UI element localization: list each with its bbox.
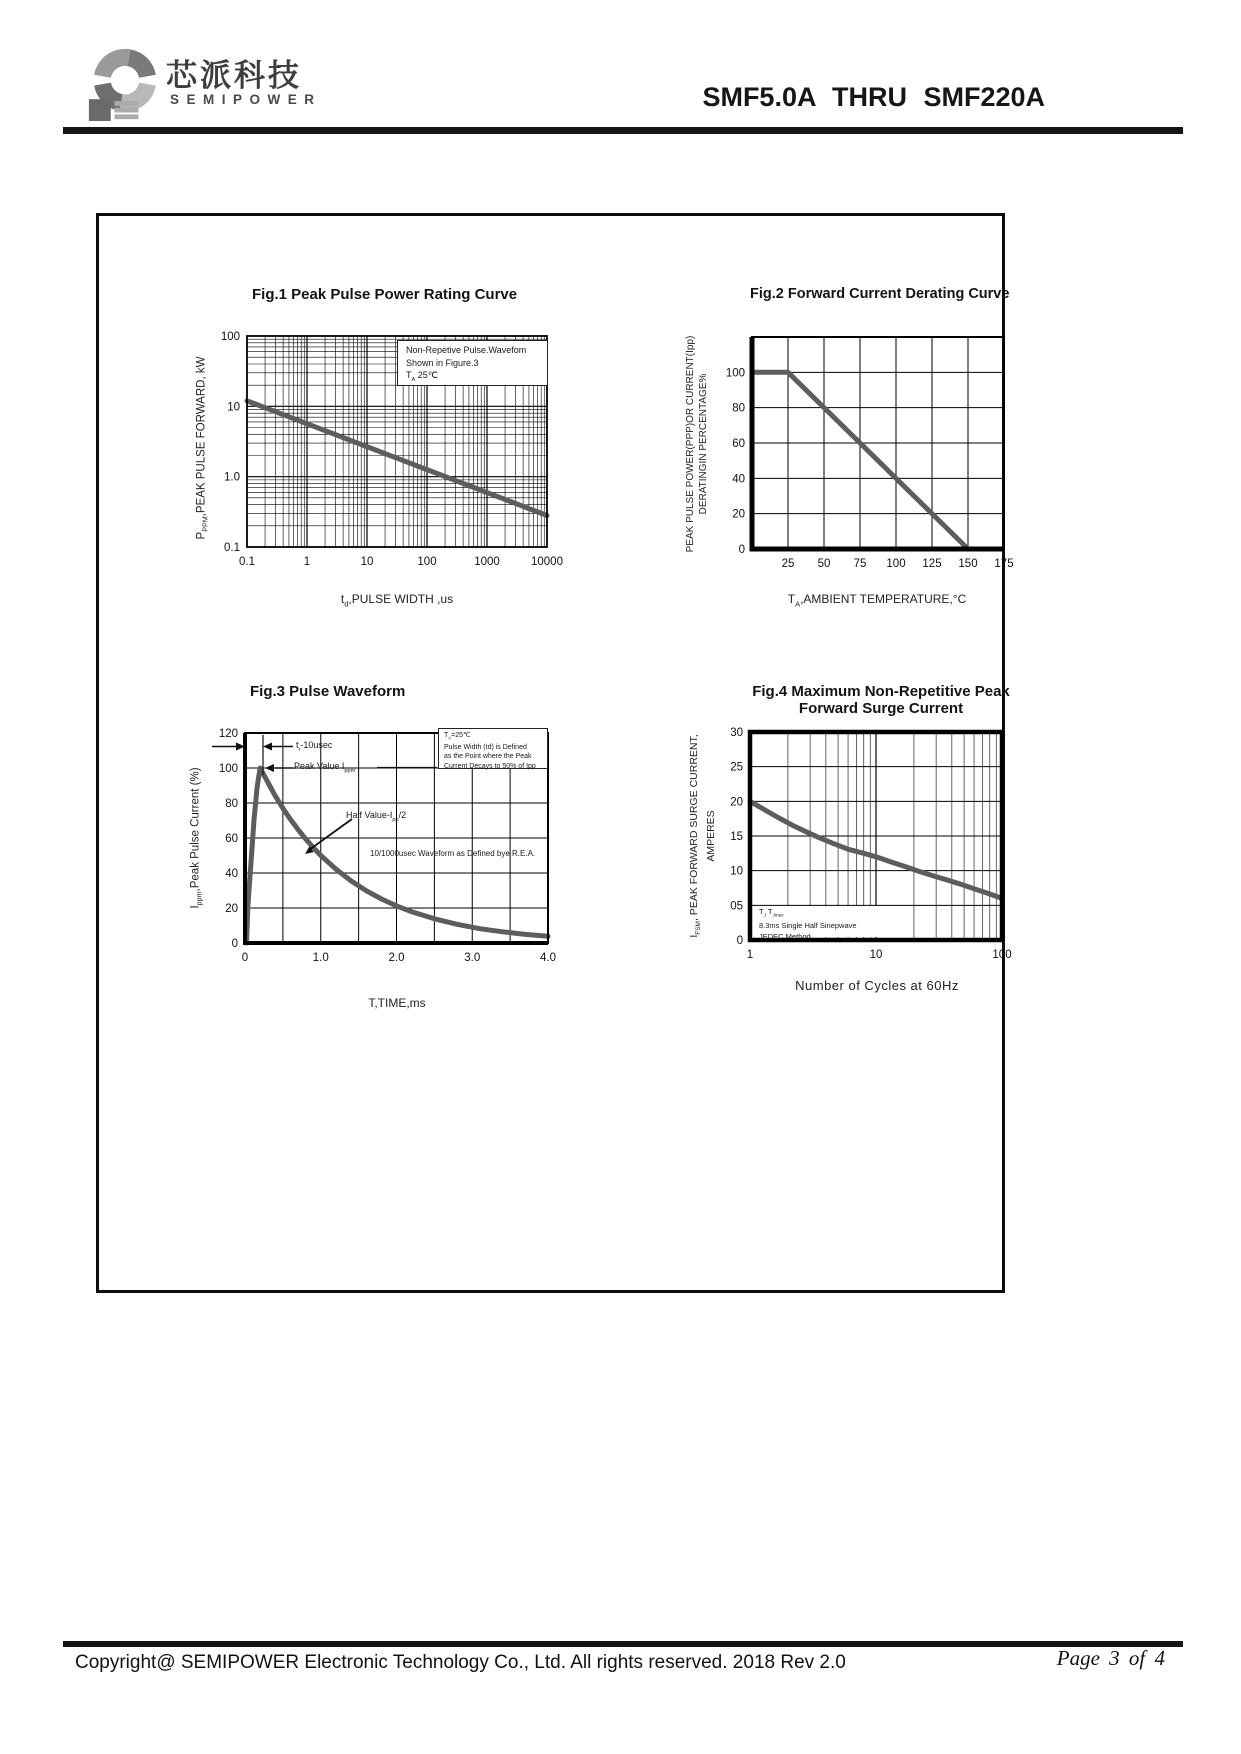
fig1-note bbox=[397, 340, 548, 386]
fig3-waveform-annotation: 10/1000usec Waveform as Defined bye R.E.A. bbox=[370, 849, 536, 858]
y-tick-label: 1.0 bbox=[224, 471, 240, 484]
x-tick-label: 10 bbox=[360, 556, 374, 568]
x-tick-label: 75 bbox=[853, 558, 867, 570]
fig4-title-line2: Forward Surge Current bbox=[798, 700, 964, 717]
fig3-y-axis-label: $I_{ppm},Peak$ Pulse Current (%) bbox=[189, 767, 204, 909]
fig3-note-line3: as the Point where the Peak bbox=[444, 753, 532, 761]
fig4-y-axis-label bbox=[688, 734, 718, 937]
fig4-title bbox=[750, 683, 1012, 717]
footer-rule bbox=[63, 1641, 1183, 1647]
x-tick-label: 100 bbox=[886, 558, 906, 570]
x-tick-label: 0.1 bbox=[239, 556, 255, 568]
y-tick-label: 0 bbox=[738, 544, 745, 556]
x-tick-label: 1 bbox=[303, 556, 311, 568]
y-tick-label: 0 bbox=[231, 938, 238, 950]
y-tick-label: 0 bbox=[736, 935, 743, 947]
series-peak-pulse-power-kw bbox=[247, 401, 547, 516]
fig4-title-line1: Fig.4 Maximum Non-Repetitive Peak bbox=[752, 683, 1010, 700]
fig1-title: Fig.1 Peak Pulse Power Rating Curve bbox=[252, 286, 518, 303]
y-tick-label: 10 bbox=[730, 865, 743, 878]
y-tick-label: 80 bbox=[732, 402, 745, 415]
x-tick-label: 50 bbox=[817, 558, 831, 570]
x-tick-label: 100 bbox=[992, 949, 1012, 961]
x-tick-label: 175 bbox=[994, 558, 1014, 570]
y-tick-label: 60 bbox=[225, 833, 238, 845]
fig2-y-axis-label bbox=[684, 336, 710, 553]
y-tick-label: 100 bbox=[725, 367, 745, 380]
page-number: Page 3 of 4 bbox=[1056, 1646, 1165, 1670]
peak-value-arrowhead-icon bbox=[265, 764, 274, 772]
y-tick-label: 15 bbox=[730, 831, 743, 843]
y-tick-label: 30 bbox=[730, 727, 743, 739]
fig4-x-axis-label: Number of Cycles at 60Hz bbox=[795, 978, 959, 993]
x-tick-label: 25 bbox=[781, 558, 795, 570]
fig3-note bbox=[438, 728, 548, 769]
x-tick-label: 125 bbox=[922, 558, 942, 570]
fig1-x-axis-label: $t_d,PULSE$ WIDTH ,us bbox=[340, 592, 454, 609]
x-tick-label: 100 bbox=[417, 556, 437, 568]
y-tick-label: 100 bbox=[220, 331, 240, 343]
fig2-title: Fig.2 Forward Current Derating Curve bbox=[750, 286, 1010, 302]
x-tick-label: 10 bbox=[869, 949, 883, 961]
fig2-y-axis-label-line2: DERATINGIN PERCENTAGE% bbox=[698, 373, 709, 515]
fig4-y-axis-label-line1: $I_{FSM}$, PEAK FORWARD SURGE CURRENT, bbox=[687, 734, 703, 938]
x-tick-label: 1.0 bbox=[312, 952, 329, 964]
x-tick-label: 1 bbox=[746, 949, 754, 961]
y-tick-label: 0.1 bbox=[224, 542, 240, 554]
x-tick-label: 150 bbox=[958, 558, 978, 570]
logo-chinese-text: 芯派科技 bbox=[166, 58, 302, 93]
tr-arrowhead-left-icon bbox=[263, 743, 272, 751]
fig3-tr-annotation: $t_r-10usec$ bbox=[296, 740, 333, 753]
y-tick-label: 40 bbox=[732, 473, 745, 486]
copyright-text: Copyright@ SEMIPOWER Electronic Technology Co., Ltd. All rights reserved. 2018 Rev 2.0 bbox=[75, 1652, 846, 1673]
y-tick-label: 80 bbox=[225, 798, 238, 810]
fig3-half-value-annotation: Half Value-$I_{pp}/2$ bbox=[346, 810, 407, 823]
y-tick-label: 40 bbox=[225, 868, 238, 880]
fig1-note-line3: $T_A$ 25℃ bbox=[406, 370, 438, 383]
fig1-note-line1: Non-Repetive Pulse.Wavefom bbox=[406, 345, 527, 355]
part-number-title: SMF5.0A THRU SMF220A bbox=[702, 82, 1045, 112]
y-tick-label: 20 bbox=[732, 508, 745, 521]
x-tick-label: 0 bbox=[241, 952, 249, 964]
y-tick-label: 100 bbox=[218, 763, 238, 775]
fig3-note-line1: $T_A=25℃$ bbox=[444, 732, 471, 741]
x-tick-label: 4.0 bbox=[540, 952, 556, 964]
x-tick-label: 10000 bbox=[531, 556, 563, 568]
y-tick-label: 10 bbox=[227, 401, 240, 414]
fig3-peak-value-annotation: Peak Value $I_{ppm}$ bbox=[294, 761, 356, 774]
fig1-y-axis-label: $P_{PPM},PEAK$ PULSE FORWARD, kW bbox=[195, 356, 210, 540]
fig4-note-line1: $T_J$ $T_{Jmax}$ bbox=[759, 907, 784, 918]
fig3-title: Fig.3 Pulse Waveform bbox=[250, 683, 406, 700]
fig4-note bbox=[753, 906, 890, 941]
x-tick-label: 1000 bbox=[474, 556, 500, 568]
fig4-y-axis-label-line2: AMPERES bbox=[705, 810, 718, 862]
semipower-logo-icon bbox=[87, 44, 163, 124]
y-tick-label: 20 bbox=[225, 903, 238, 915]
y-tick-label: 120 bbox=[218, 728, 238, 740]
y-tick-label: 05 bbox=[730, 900, 743, 913]
x-tick-label: 3.0 bbox=[464, 952, 481, 964]
fig2-y-axis-label-line1: PEAK PULSE POWER(PPP)OR CURRENT(Ipp) bbox=[685, 335, 696, 553]
fig3-note-line4: Current Decays to 50% of Ipp bbox=[444, 762, 536, 770]
fig1-note-line2: Shown in Figure.3 bbox=[406, 357, 479, 368]
tr-arrowhead-right-icon bbox=[236, 743, 245, 751]
logo-english-text: SEMIPOWER bbox=[170, 92, 322, 107]
header-rule bbox=[63, 127, 1183, 134]
half-value-arrow-line bbox=[309, 819, 352, 850]
fig4-note-line2: 8.3ms Single Half Sinepwave bbox=[759, 921, 857, 930]
fig3-x-axis-label: T,TIME,ms bbox=[368, 996, 426, 1010]
y-tick-label: 20 bbox=[730, 796, 743, 809]
fig2-x-axis-label: $T_A,AMBIENT$ TEMPERATURE,°C bbox=[787, 592, 967, 609]
y-tick-label: 25 bbox=[730, 761, 743, 774]
fig3-note-line2: Pulse Width (td) is Defined bbox=[444, 743, 527, 751]
y-tick-label: 60 bbox=[732, 438, 745, 450]
fig2-chart bbox=[712, 331, 1027, 586]
fig4-note-line3: JEDEC Method bbox=[759, 931, 811, 941]
x-tick-label: 2.0 bbox=[388, 952, 405, 964]
